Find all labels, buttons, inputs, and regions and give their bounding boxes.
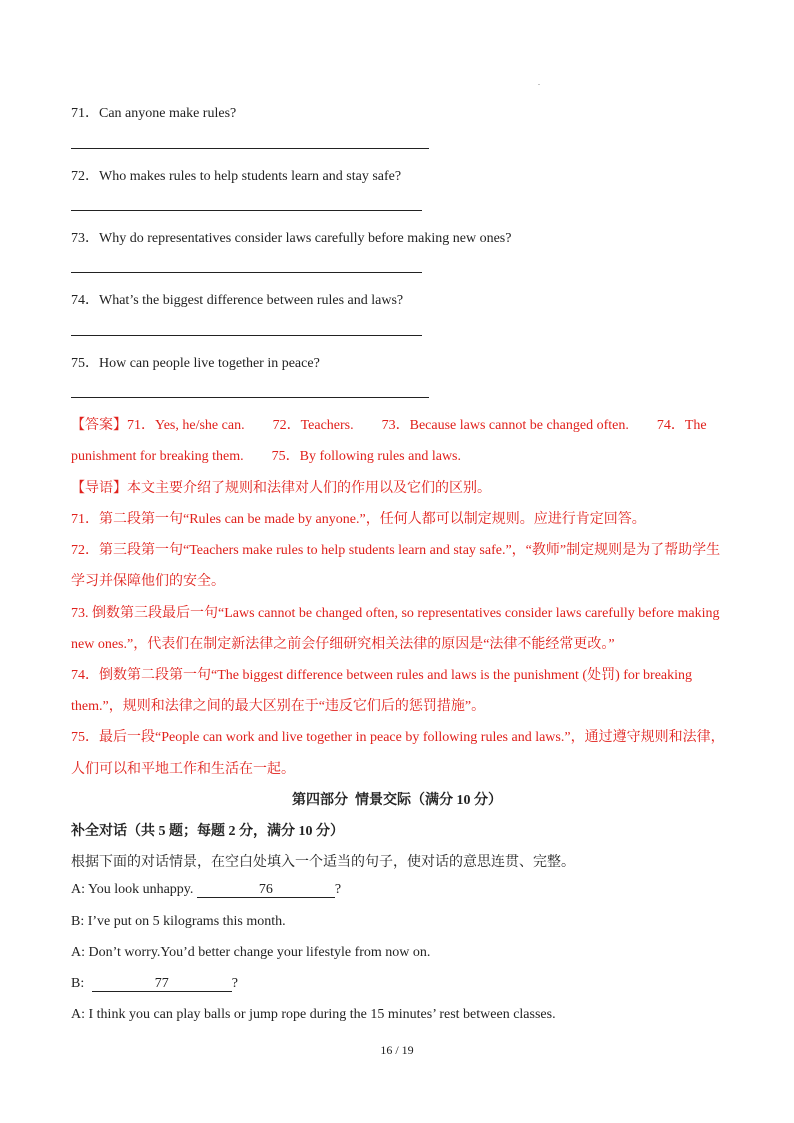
question-number: 73． xyxy=(71,231,99,246)
question-number: 72． xyxy=(71,169,99,184)
dialogue-suffix: ? xyxy=(231,976,238,991)
section-title: 第四部分 情景交际（满分 10 分） xyxy=(292,793,502,808)
question-text: Who makes rules to help students learn and stay safe? xyxy=(99,169,402,184)
guide-line xyxy=(71,477,491,497)
answer-line-71 xyxy=(71,148,429,149)
question-71 xyxy=(71,102,236,122)
dialogue-line-b1: B: I’ve put on 5 kilograms this month. xyxy=(71,914,286,929)
answer-line-72 xyxy=(71,210,422,211)
answer-line-75 xyxy=(71,397,429,398)
explanation-line: 71．第二段第一句“Rules can be made by anyone.”，任何人都可以制定规则。应进行肯定回答。 xyxy=(71,512,646,527)
dialogue-line-a2: A: Don’t worry.You’d better change your lifestyle from now on. xyxy=(71,945,431,960)
question-74 xyxy=(71,289,403,309)
page-number: 16 / 19 xyxy=(380,1043,414,1057)
answer-line-74 xyxy=(71,335,422,336)
question-text: What’s the biggest difference between rules and laws? xyxy=(99,293,404,308)
question-75 xyxy=(71,352,320,372)
guide-label: 【导语】 xyxy=(71,481,127,496)
subsection-title: 补全对话（共 5 题；每题 2 分，满分 10 分） xyxy=(71,824,344,839)
answer-line-2: punishment for breaking them. 75．By following rules and laws. xyxy=(71,449,461,464)
question-73 xyxy=(71,227,511,247)
dialogue-text: B: xyxy=(71,976,88,991)
explanation-line: 人们可以和平地工作和生活在一起。 xyxy=(71,762,295,777)
dialogue-line-b2 xyxy=(71,976,238,992)
answer-text-1: 71．Yes, he/she can. 72．Teachers. 73．Because laws cannot be changed often. 74．The xyxy=(127,418,707,433)
explanation-line: new ones.”，代表们在制定新法律之前会仔细研究相关法律的原因是“法律不能经常更改。” xyxy=(71,637,615,652)
top-mark: . xyxy=(538,78,540,87)
question-text: How can people live together in peace? xyxy=(99,356,320,371)
dialogue-suffix: ? xyxy=(334,882,342,897)
question-number: 74． xyxy=(71,293,99,308)
question-text: Can anyone make rules? xyxy=(99,106,237,121)
answer-line-1 xyxy=(71,414,707,434)
question-number: 75． xyxy=(71,356,99,371)
instruction-text: 根据下面的对话情景，在空白处填入一个适当的句子，使对话的意思连贯、完整。 xyxy=(71,855,575,870)
question-number: 71． xyxy=(71,106,99,121)
dialogue-line-a1 xyxy=(71,882,341,898)
dialogue-line-a3: A: I think you can play balls or jump rope during the 15 minutes’ rest between classes. xyxy=(71,1007,556,1022)
question-72 xyxy=(71,165,401,185)
blank-77[interactable]: 77 xyxy=(92,977,232,992)
blank-76[interactable]: 76 xyxy=(197,883,335,898)
dialogue-text: A: You look unhappy. xyxy=(71,882,197,897)
explanation-line: 75．最后一段“People can work and live together in peace by following rules and laws.”，通过遵守规则和法律， xyxy=(71,730,725,745)
explanation-line: 72．第三段第一句“Teachers make rules to help students learn and stay safe.”，“教师”制定规则是为了帮助学生 xyxy=(71,543,721,558)
question-text: Why do representatives consider laws carefully before making new ones? xyxy=(99,231,512,246)
answer-label: 【答案】 xyxy=(71,418,127,433)
explanation-line: them.”，规则和法律之间的最大区别在于“违反它们后的惩罚措施”。 xyxy=(71,699,486,714)
explanation-line: 学习并保障他们的安全。 xyxy=(71,574,225,589)
answer-line-73 xyxy=(71,272,422,273)
explanation-line: 73. 倒数第三段最后一句“Laws cannot be changed often, so representatives consider laws carefully before making xyxy=(71,606,720,621)
guide-text: 本文主要介绍了规则和法律对人们的作用以及它们的区别。 xyxy=(127,481,491,496)
explanation-line: 74．倒数第二段第一句“The biggest difference between rules and laws is the punishment (处罚) for breaking xyxy=(71,668,693,683)
